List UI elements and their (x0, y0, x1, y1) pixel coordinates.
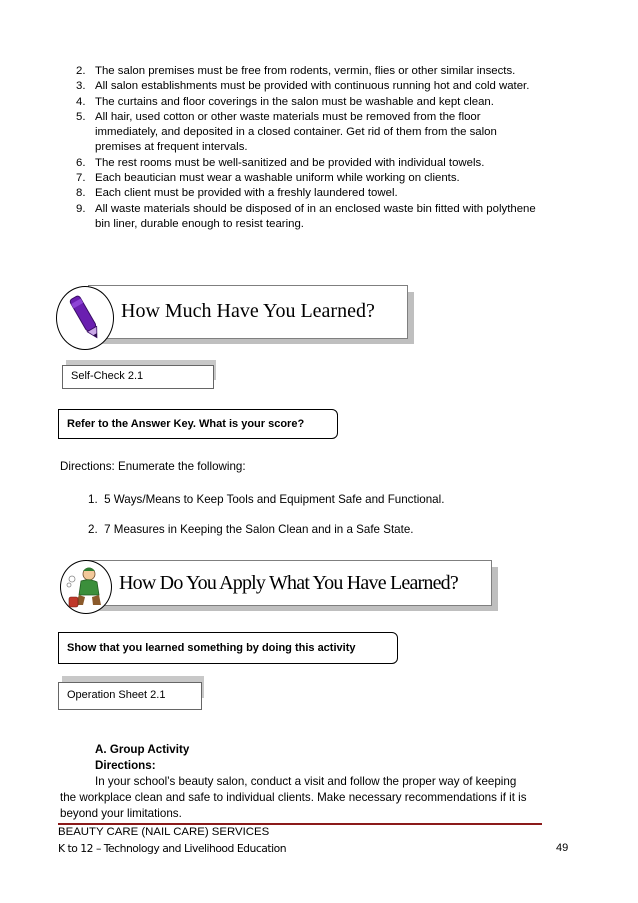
activity-text-line2: the workplace clean and safe to individual clients. Make necessary recommendations if it is (60, 791, 527, 804)
enumerate-item-1 (88, 492, 444, 507)
score-instruction: Refer to the Answer Key. What is your score? (67, 418, 305, 430)
salon-rules-list (60, 64, 540, 232)
pen-icon (57, 287, 113, 349)
page-number: 49 (556, 842, 569, 854)
list-text: The rest rooms must be well-sanitized and be provided with individual towels. (95, 156, 485, 169)
list-number: 4. (76, 95, 86, 108)
list-text: Each client must be provided with a freshly laundered towel. (95, 187, 398, 200)
list-item (60, 79, 540, 94)
list-text: 7 Measures in Keeping the Salon Clean and in a Safe State. (104, 523, 414, 536)
activity-text-line3: beyond your limitations. (60, 807, 182, 820)
pen-icon-circle (56, 286, 114, 350)
activity-text-line1: In your school’s beauty salon, conduct a visit and follow the proper way of keeping (95, 775, 517, 788)
self-check-label: Self-Check 2.1 (71, 370, 144, 382)
activity-instruction-box (58, 632, 398, 664)
footer-rule (58, 823, 542, 825)
list-number: 6. (76, 156, 86, 169)
enumerate-item-2 (88, 522, 414, 537)
activity-heading: A. Group Activity (95, 743, 190, 756)
list-number: 9. (76, 202, 86, 215)
section1-title: How Much Have You Learned? (121, 300, 375, 322)
activity-directions-label: Directions: (95, 759, 156, 772)
list-item (60, 202, 540, 233)
list-text: The salon premises must be free from rodents, vermin, flies or other similar insects. (95, 65, 516, 77)
score-instruction-box (58, 409, 338, 439)
list-text: Each beautician must wear a washable uniform while working on clients. (95, 172, 460, 185)
list-item (60, 171, 540, 186)
list-item (60, 64, 540, 79)
section1-banner (88, 285, 408, 339)
list-number: 5. (76, 110, 86, 123)
section2-banner (88, 560, 492, 606)
worker-icon-circle (60, 560, 112, 614)
operation-sheet-label: Operation Sheet 2.1 (67, 689, 166, 701)
list-text: 5 Ways/Means to Keep Tools and Equipment Safe and Functional. (104, 493, 445, 506)
list-number: 1. (88, 493, 98, 506)
list-item (60, 156, 540, 171)
worker-clipart-icon (61, 561, 111, 613)
footer-course: BEAUTY CARE (NAIL CARE) SERVICES (58, 826, 270, 838)
list-text: All hair, used cotton or other waste materials must be removed from the floor immediately, and deposited in a closed container. Get rid of them from the salon premises at frequent intervals. (95, 110, 497, 154)
list-number: 3. (76, 80, 86, 93)
list-number: 8. (76, 187, 86, 200)
self-check-tab (62, 365, 214, 389)
list-item (60, 110, 540, 156)
activity-instruction: Show that you learned something by doing this activity (67, 642, 356, 654)
footer-subtitle: K to 12 – Technology and Livelihood Education (58, 842, 287, 855)
list-number: 7. (76, 172, 86, 185)
list-number: 2. (76, 65, 86, 77)
section2-title: How Do You Apply What You Have Learned? (119, 572, 458, 594)
list-item (60, 186, 540, 201)
list-text: All salon establishments must be provided with continuous running hot and cold water. (95, 80, 530, 93)
list-text: The curtains and floor coverings in the salon must be washable and kept clean. (95, 95, 494, 108)
operation-sheet-tab (58, 682, 202, 710)
directions-label: Directions: Enumerate the following: (60, 460, 246, 473)
list-item (60, 95, 540, 110)
list-text: All waste materials should be disposed of in an enclosed waste bin fitted with polythene bin liner, durable enough to resist tearing. (95, 202, 536, 230)
list-number: 2. (88, 523, 98, 536)
